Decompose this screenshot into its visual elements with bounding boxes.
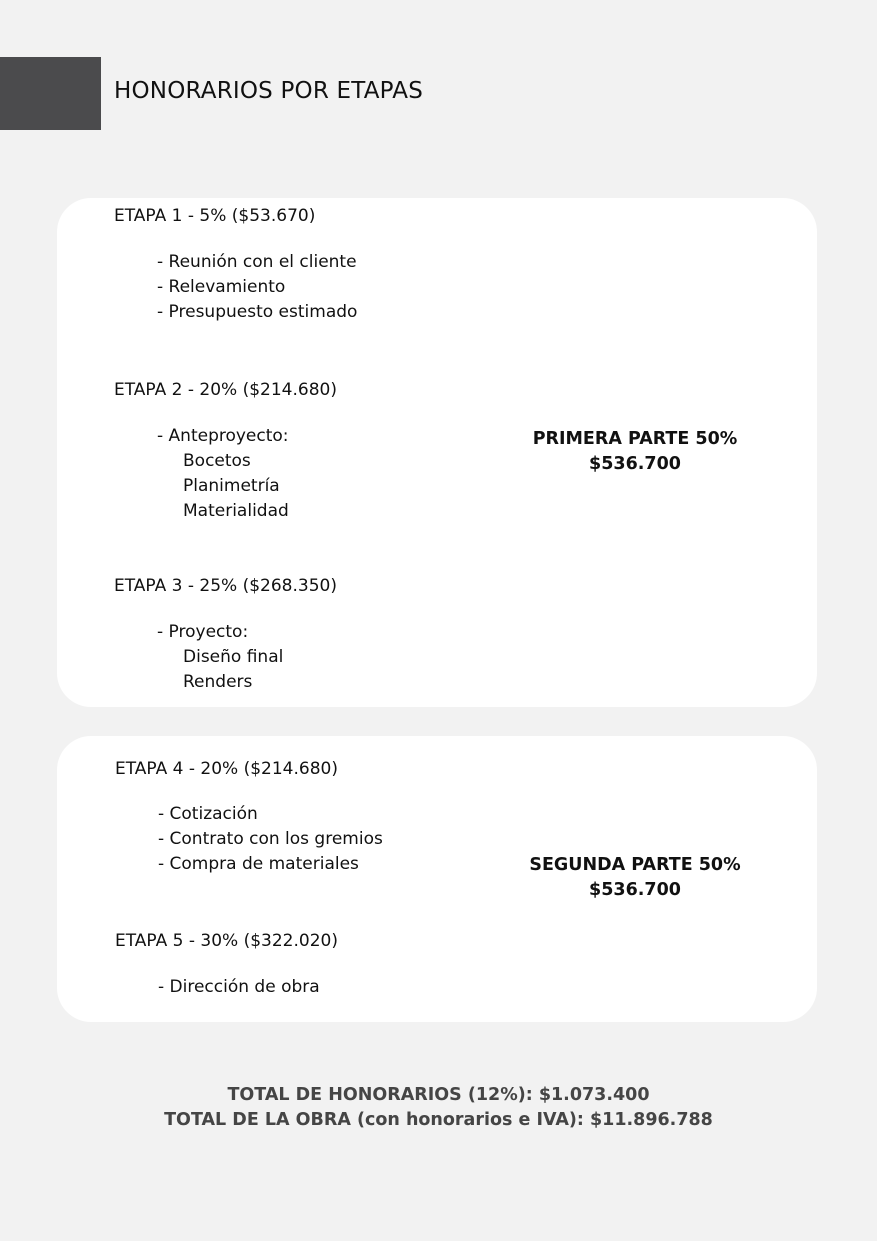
stage-3-item: - Proyecto: xyxy=(157,622,249,642)
stage-4-item: - Cotización xyxy=(158,804,258,824)
stage-1-item: - Presupuesto estimado xyxy=(157,302,358,322)
total-obra: TOTAL DE LA OBRA (con honorarios e IVA): $11.896.788 xyxy=(164,1110,713,1130)
stage-4-title: ETAPA 4 - 20% ($214.680) xyxy=(115,759,338,779)
stage-3-subitem: Renders xyxy=(183,672,253,692)
page-title: HONORARIOS POR ETAPAS xyxy=(114,78,423,104)
second-part-amount: $536.700 xyxy=(589,880,681,900)
first-part-summary xyxy=(505,427,765,477)
stage-2-subitem: Planimetría xyxy=(183,476,280,496)
second-part-label: SEGUNDA PARTE 50% xyxy=(529,855,741,875)
stage-1-item: - Reunión con el cliente xyxy=(157,252,357,272)
totals-block xyxy=(0,1083,877,1133)
header-accent-block xyxy=(0,57,101,130)
stage-4-item: - Compra de materiales xyxy=(158,854,359,874)
second-part-summary xyxy=(505,853,765,903)
stage-1-title: ETAPA 1 - 5% ($53.670) xyxy=(114,206,316,226)
stage-2-item: - Anteproyecto: xyxy=(157,426,289,446)
total-honorarios: TOTAL DE HONORARIOS (12%): $1.073.400 xyxy=(227,1085,650,1105)
stage-2-subitem: Bocetos xyxy=(183,451,251,471)
first-part-amount: $536.700 xyxy=(589,454,681,474)
stage-4-item: - Contrato con los gremios xyxy=(158,829,383,849)
stage-1-item: - Relevamiento xyxy=(157,277,286,297)
stage-2-subitem: Materialidad xyxy=(183,501,289,521)
first-part-label: PRIMERA PARTE 50% xyxy=(532,429,738,449)
stage-5-item: - Dirección de obra xyxy=(158,977,320,997)
stage-5-title: ETAPA 5 - 30% ($322.020) xyxy=(115,931,338,951)
stage-2-title: ETAPA 2 - 20% ($214.680) xyxy=(114,380,337,400)
stage-3-subitem: Diseño final xyxy=(183,647,284,667)
stage-3-title: ETAPA 3 - 25% ($268.350) xyxy=(114,576,337,596)
